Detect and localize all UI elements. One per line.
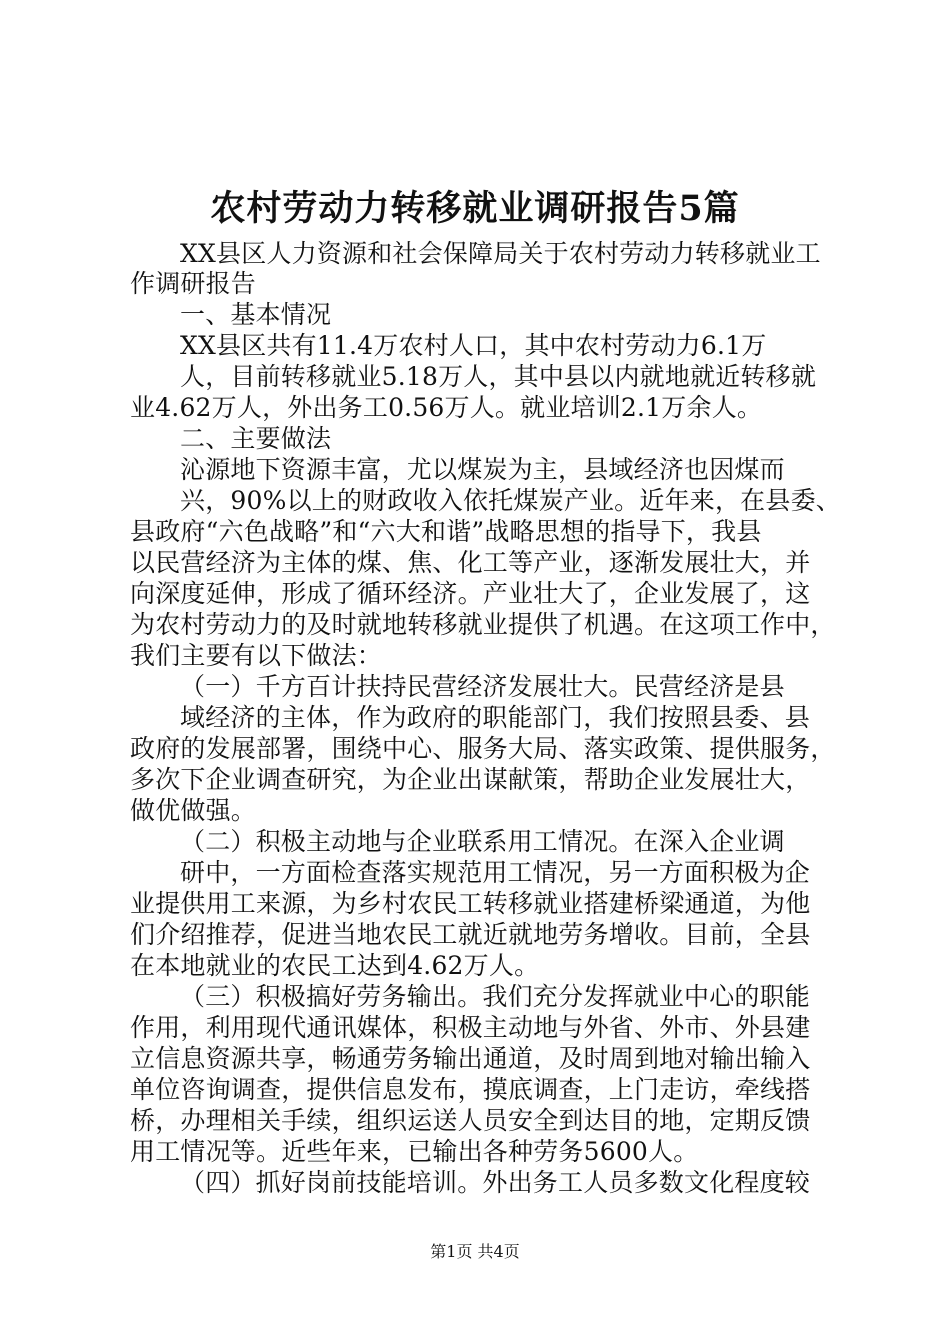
- text-line: 域经济的主体，作为政府的职能部门，我们按照县委、县: [180, 703, 811, 732]
- text-line: 沁源地下资源丰富，尤以煤炭为主，县域经济也因煤而: [180, 455, 785, 484]
- text-line: （一）千方百计扶持民营经济发展壮大。民营经济是县: [180, 672, 785, 701]
- text-line: 在本地就业的农民工达到4.62万人。: [130, 951, 540, 980]
- text-line: 用工情况等。近些年来，已输出各种劳务5600人。: [130, 1137, 699, 1166]
- text-line: 作用，利用现代通讯媒体，积极主动地与外省、外市、外县建: [130, 1013, 811, 1042]
- text-line: XX县区共有11.4万农村人口，其中农村劳动力6.1万: [180, 331, 767, 360]
- text-line: 做优做强。: [130, 796, 257, 825]
- text-line: 多次下企业调查研究，为企业出谋献策，帮助企业发展壮大，: [130, 765, 811, 794]
- text-line: 向深度延伸，形成了循环经济。产业壮大了，企业发展了，这: [130, 579, 811, 608]
- text-line: 人，目前转移就业5.18万人，其中县以内就地就近转移就: [180, 362, 817, 391]
- text-line: （三）积极搞好劳务输出。我们充分发挥就业中心的职能: [180, 982, 811, 1011]
- text-line: XX县区人力资源和社会保障局关于农村劳动力转移就业工: [180, 239, 821, 268]
- section-heading: 二、主要做法: [180, 424, 332, 453]
- section-heading: 一、基本情况: [180, 300, 332, 329]
- text-line: 单位咨询调查，提供信息发布，摸底调查，上门走访，牵线搭: [130, 1075, 811, 1104]
- text-line: 业提供用工来源，为乡村农民工转移就业搭建桥梁通道，为他: [130, 889, 811, 918]
- text-line: 桥，办理相关手续，组织运送人员安全到达目的地，定期反馈: [130, 1106, 811, 1135]
- text-line: 们介绍推荐，促进当地农民工就近就地劳务增收。目前，全县: [130, 920, 811, 949]
- text-line: 县政府“六色战略”和“六大和谐”战略思想的指导下，我县: [130, 517, 762, 546]
- text-line: 以民营经济为主体的煤、焦、化工等产业，逐渐发展壮大，并: [130, 548, 811, 577]
- text-line: 作调研报告: [130, 269, 257, 298]
- text-line: 为农村劳动力的及时就地转移就业提供了机遇。在这项工作中，: [130, 610, 836, 639]
- text-line: 政府的发展部署，围绕中心、服务大局、落实政策、提供服务，: [130, 734, 836, 763]
- text-line: 我们主要有以下做法：: [130, 641, 383, 670]
- document-title: 农村劳动力转移就业调研报告5篇: [210, 188, 740, 229]
- text-line: 兴，90%以上的财政收入依托煤炭产业。近年来，在县委、: [180, 486, 841, 515]
- text-line: 研中，一方面检查落实规范用工情况，另一方面积极为企: [180, 858, 811, 887]
- text-line: （四）抓好岗前技能培训。外出务工人员多数文化程度较: [180, 1168, 811, 1197]
- text-line: 业4.62万人，外出务工0.56万人。就业培训2.1万余人。: [130, 393, 763, 422]
- text-line: 立信息资源共享，畅通劳务输出通道，及时周到地对输出输入: [130, 1044, 811, 1073]
- page-number-footer: 第1页 共4页: [430, 1242, 520, 1261]
- text-line: （二）积极主动地与企业联系用工情况。在深入企业调: [180, 827, 785, 856]
